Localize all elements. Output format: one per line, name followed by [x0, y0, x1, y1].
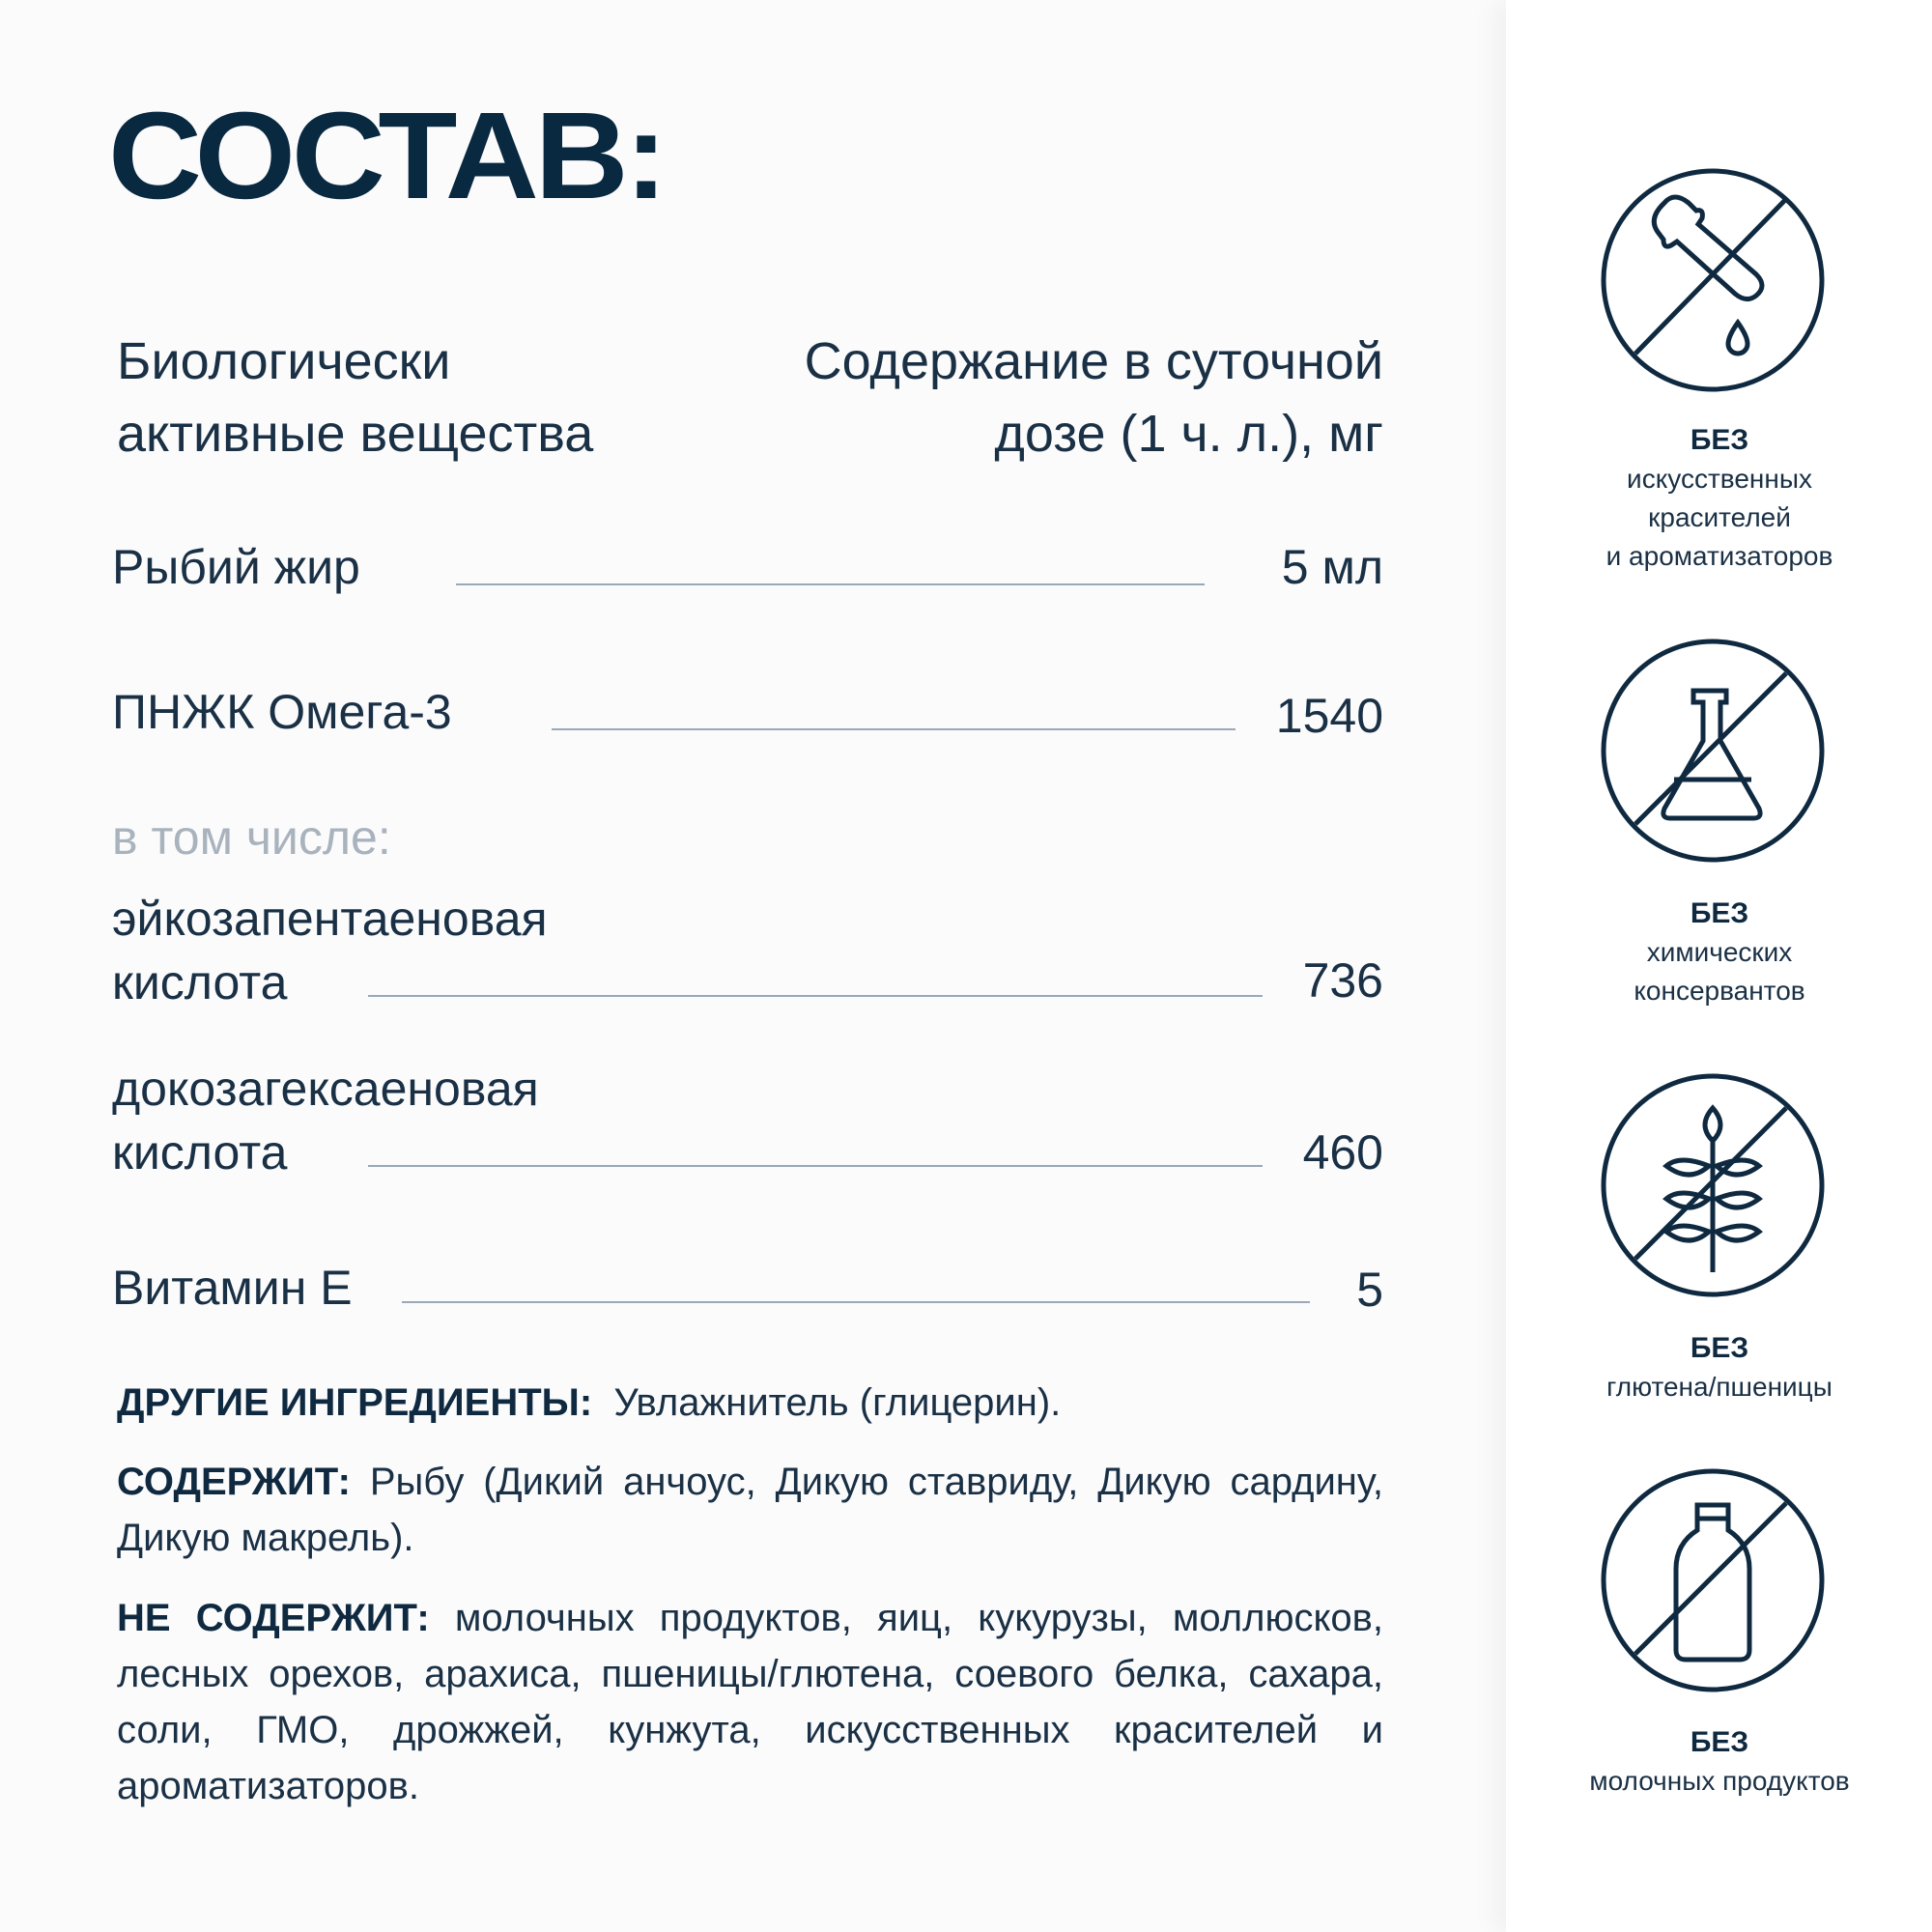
header-line: активные вещества: [117, 405, 594, 463]
no-flask-icon: [1597, 635, 1829, 867]
badge-label: [1526, 421, 1913, 576]
contains-label: СОДЕРЖИТ:: [117, 1461, 351, 1503]
badge-line: и ароматизаторов: [1605, 541, 1833, 571]
no-wheat-icon: [1597, 1069, 1829, 1301]
badge-line: молочных продуктов: [1589, 1766, 1850, 1796]
badge-label: [1526, 895, 1913, 1010]
column-header-substances: [117, 326, 593, 470]
contains: [117, 1454, 1383, 1566]
ingredient-value: 5 мл: [1281, 540, 1383, 594]
badge-line: красителей: [1648, 502, 1791, 532]
leader-line: [402, 1301, 1310, 1303]
badge-title: БЕЗ: [1690, 1332, 1749, 1364]
leader-line: [552, 728, 1236, 730]
no-milk-icon: [1597, 1464, 1829, 1696]
header-line: Содержание в суточной: [804, 332, 1383, 390]
not-contains-text: молочных продуктов, яиц, кукурузы, моллюсков, лесных орехов, арахиса, пшеницы/глютена, соевого белка, сахара, соли, ГМО, дрожжей, кунжута, искусственных красителей и ароматизаторов.: [117, 1597, 1383, 1807]
header-line: Биологически: [117, 332, 451, 390]
ingredient-name: кислота: [112, 1125, 288, 1179]
badge-line: химических: [1646, 937, 1793, 967]
other-ingredients: [117, 1375, 1383, 1431]
leader-line: [368, 995, 1263, 997]
badge-title: БЕЗ: [1690, 897, 1749, 929]
leader-line: [368, 1165, 1263, 1167]
ingredient-name: Витамин Е: [112, 1261, 353, 1315]
other-label: ДРУГИЕ ИНГРЕДИЕНТЫ:: [117, 1381, 593, 1424]
badge-title: БЕЗ: [1690, 1726, 1749, 1758]
ingredient-value: 5: [1356, 1263, 1383, 1317]
including-label: в том числе:: [112, 810, 391, 865]
badge-label: [1526, 1329, 1913, 1406]
ingredient-value: 460: [1302, 1125, 1383, 1179]
not-contains: [117, 1590, 1383, 1814]
not-contains-label: НЕ СОДЕРЖИТ:: [117, 1597, 430, 1639]
badge-label: [1526, 1723, 1913, 1801]
ingredient-name: ПНЖК Омега-3: [112, 685, 452, 739]
column-header-dose: [805, 326, 1383, 470]
ingredient-value: 736: [1302, 953, 1383, 1008]
contains-text: Рыбу (Дикий анчоус, Дикую ставриду, Дикую сардину, Дикую макрель).: [117, 1461, 1383, 1559]
no-dropper-icon: [1597, 164, 1829, 396]
ingredient-name: Рыбий жир: [112, 540, 360, 594]
ingredient-value: 1540: [1275, 689, 1383, 743]
page-title: СОСТАВ:: [108, 87, 665, 225]
ingredient-name: эйкозапентаеновая: [112, 892, 548, 946]
header-line: дозе (1 ч. л.), мг: [994, 405, 1383, 463]
badge-line: искусственных: [1627, 464, 1812, 494]
ingredient-name: кислота: [112, 955, 288, 1009]
badge-title: БЕЗ: [1690, 424, 1749, 456]
leader-line: [456, 583, 1205, 585]
badge-line: глютена/пшеницы: [1606, 1372, 1833, 1402]
ingredient-name: докозагексаеновая: [112, 1062, 539, 1116]
other-text: Увлажнитель (глицерин).: [613, 1381, 1062, 1424]
badge-line: консервантов: [1634, 976, 1805, 1006]
